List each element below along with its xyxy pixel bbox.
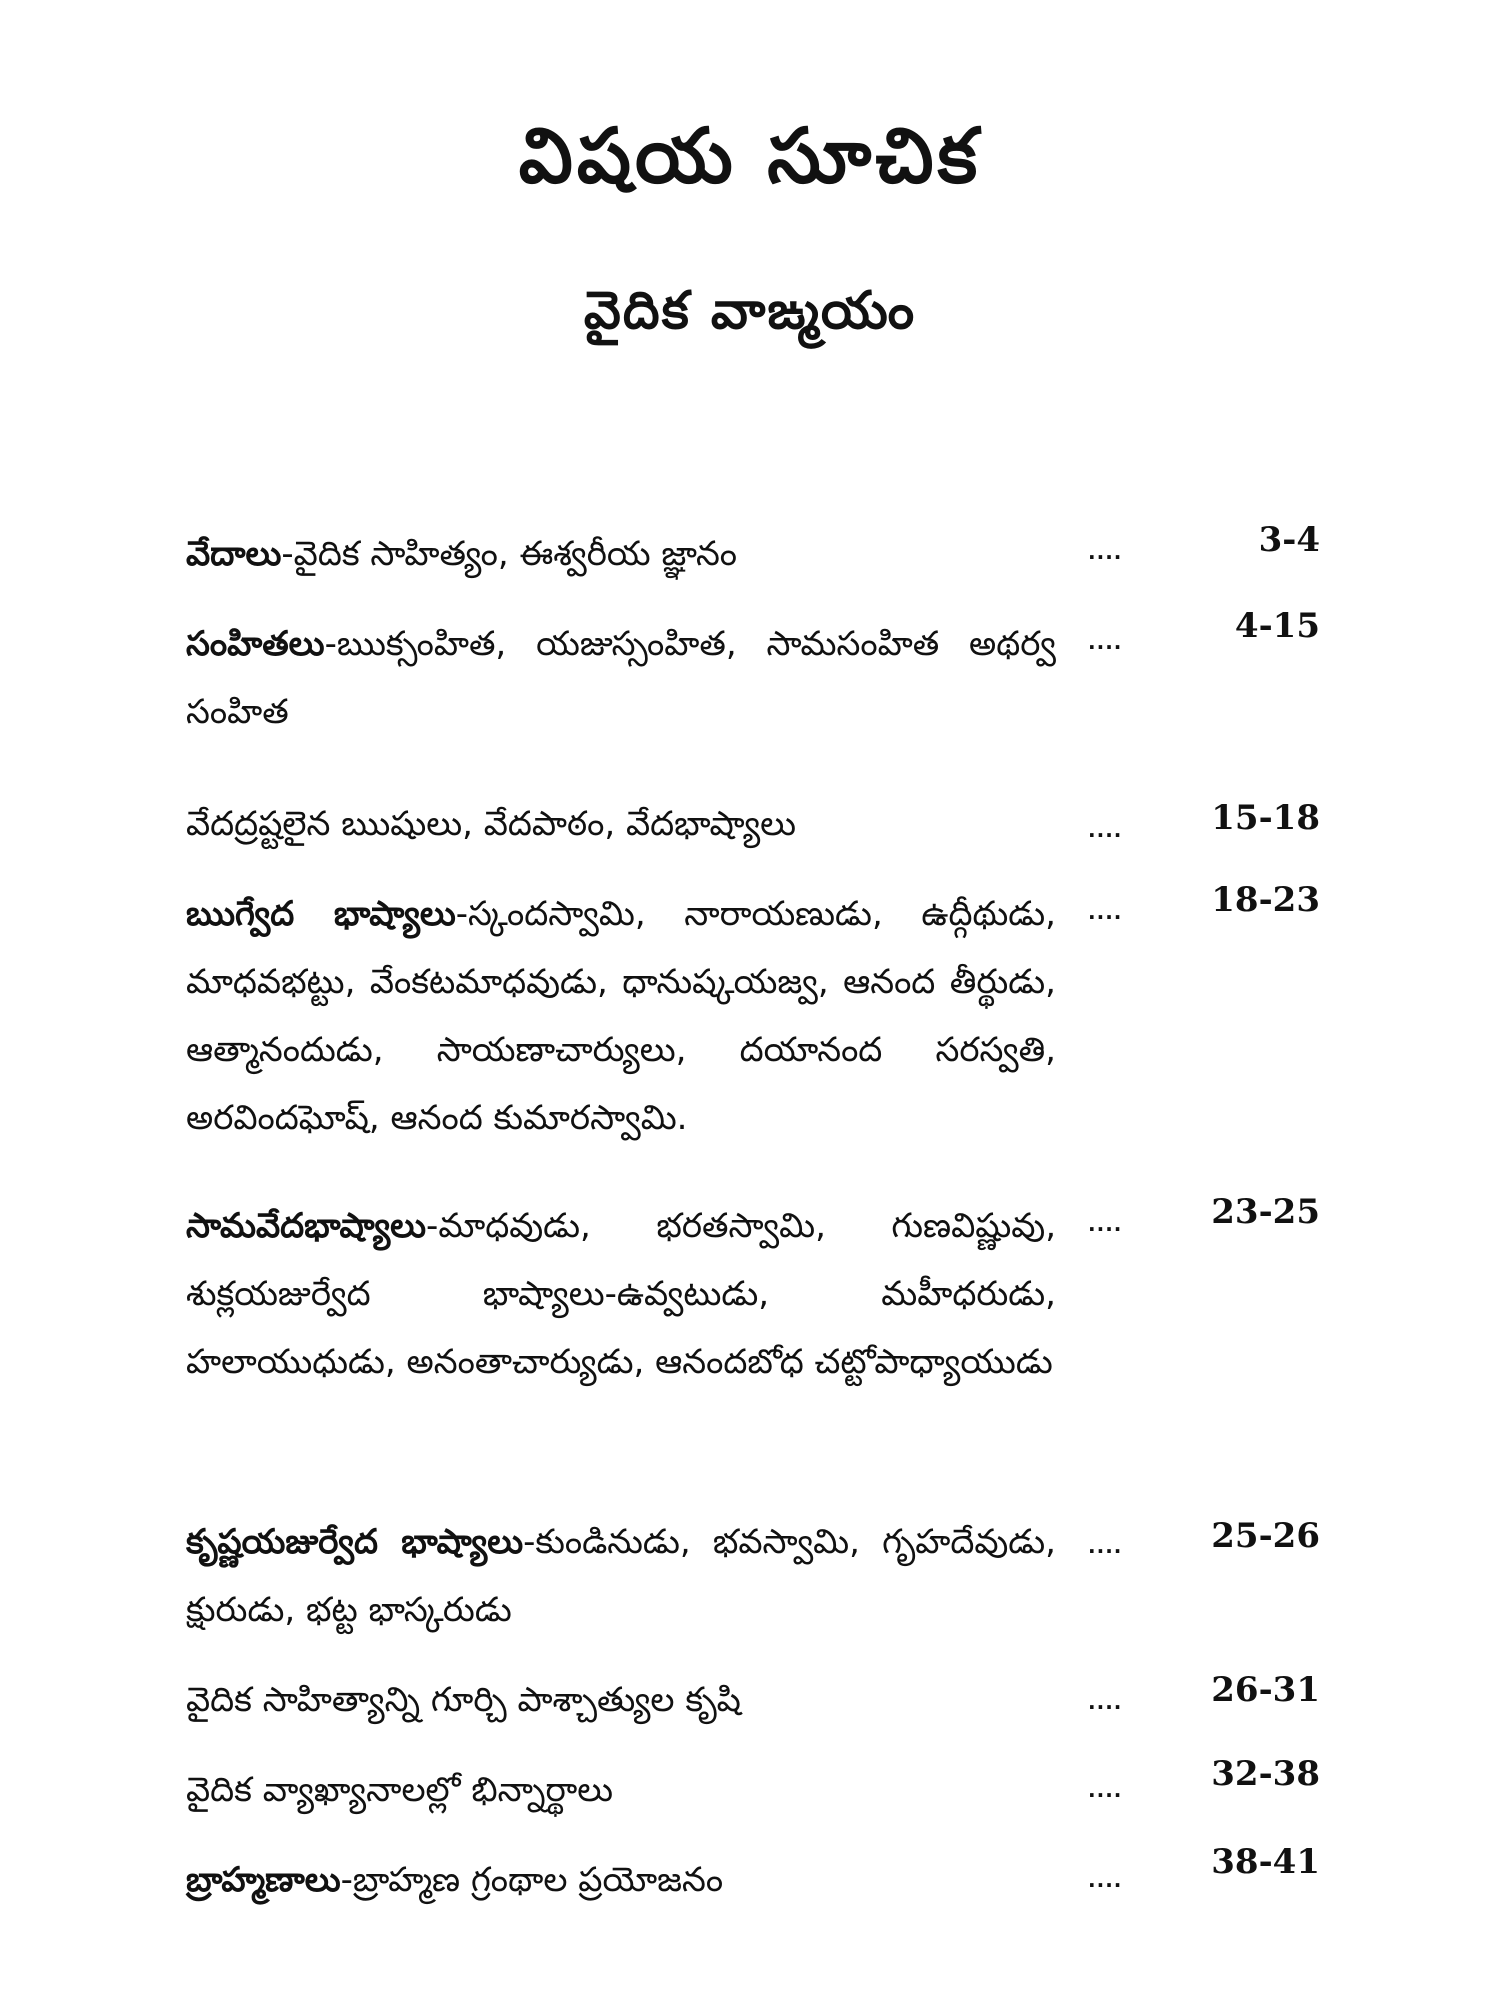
toc-entry-description: వేదద్రష్టలైన ఋషులు, వేదపాఠం, వేదభాష్యాలు <box>186 804 797 844</box>
toc-entry-heading: సామవేదభాష్యాలు <box>186 1206 427 1246</box>
toc-leader-dots: .... <box>1088 1778 1123 1802</box>
toc-entry-description: -స్కందస్వామి, నారాయణుడు, ఉద్గీథుడు, మాధవభట్టు, వేంకటమాధవుడు, ధానుష్కయజ్వ, ఆనంద తీర్థుడు, ఆత్మానందుడు, సాయణాచార్యులు, దయానంద సరస్వతి, అరవిందఘోష్, ఆనంద కుమారస్వామి. <box>186 894 1056 1138</box>
toc-leader-dots: .... <box>1088 630 1123 654</box>
toc-entry-text <box>186 610 1056 746</box>
toc-entry-heading: ఋగ్వేద భాష్యాలు <box>186 894 456 934</box>
toc-entry-text <box>186 1846 1056 1914</box>
toc-entry-description: వైదిక సాహిత్యాన్ని గూర్చి పాశ్చాత్యుల కృషి <box>186 1680 741 1720</box>
toc-leader-dots: .... <box>1088 900 1123 924</box>
toc-entry-text <box>186 1192 1056 1396</box>
toc-entry-text <box>186 1756 1056 1824</box>
toc-entry-description: వైదిక వ్యాఖ్యానాలల్లో భిన్నార్థాలు <box>186 1770 614 1810</box>
toc-entry-heading: సంహితలు <box>186 624 325 664</box>
section-subtitle: వైదిక వాఙ్మయం <box>583 281 917 341</box>
toc-entry-text <box>186 1666 1056 1734</box>
toc-entry-description: -ఋక్సంహిత, యజుస్సంహిత, సామసంహిత అథర్వ సంహిత <box>186 624 1056 732</box>
toc-page-range: 4-15 <box>1234 606 1320 646</box>
toc-entry-heading: బ్రాహ్మణాలు <box>186 1860 341 1900</box>
toc-page-range: 32-38 <box>1211 1754 1320 1794</box>
toc-entry-text <box>186 1508 1056 1644</box>
toc-entry-text <box>186 520 1056 588</box>
toc-leader-dots: .... <box>1088 1212 1123 1236</box>
toc-entry-description: -బ్రాహ్మణ గ్రంథాల ప్రయోజనం <box>340 1860 724 1900</box>
toc-page-range: 18-23 <box>1211 880 1320 920</box>
toc-page-range: 23-25 <box>1211 1192 1320 1232</box>
toc-page-range: 3-4 <box>1258 520 1320 560</box>
toc-entry-text <box>186 880 1056 1152</box>
toc-leader-dots: .... <box>1088 1690 1123 1714</box>
toc-entry-text <box>186 790 1056 858</box>
toc-entry-description: -మాధవుడు, భరతస్వామి, గుణవిష్ణువు, శుక్లయజుర్వేద భాష్యాలు-ఉవ్వటుడు, మహీధరుడు, హలాయుధుడు, అనంతాచార్యుడు, ఆనందబోధ చట్టోపాధ్యాయుడు <box>186 1206 1056 1382</box>
toc-leader-dots: .... <box>1088 818 1123 842</box>
toc-entry-description: -వైదిక సాహిత్యం, ఈశ్వరీయ జ్ఞానం <box>281 534 738 574</box>
toc-entry-heading: కృష్ణయజుర్వేద భాష్యాలు <box>186 1522 524 1562</box>
toc-entry-description: -కుండినుడు, భవస్వామి, గృహదేవుడు, క్షురుడు, భట్ట భాస్కరుడు <box>186 1522 1056 1630</box>
toc-leader-dots: .... <box>1088 1868 1123 1892</box>
toc-leader-dots: .... <box>1088 1534 1123 1558</box>
toc-leader-dots: .... <box>1088 540 1123 564</box>
toc-page-range: 26-31 <box>1211 1670 1320 1710</box>
page-title: విషయ సూచిక <box>518 111 982 200</box>
toc-page-range: 15-18 <box>1211 798 1320 838</box>
toc-page-range: 38-41 <box>1211 1842 1320 1882</box>
toc-entry-heading: వేదాలు <box>186 534 282 574</box>
toc-page-range: 25-26 <box>1211 1516 1320 1556</box>
